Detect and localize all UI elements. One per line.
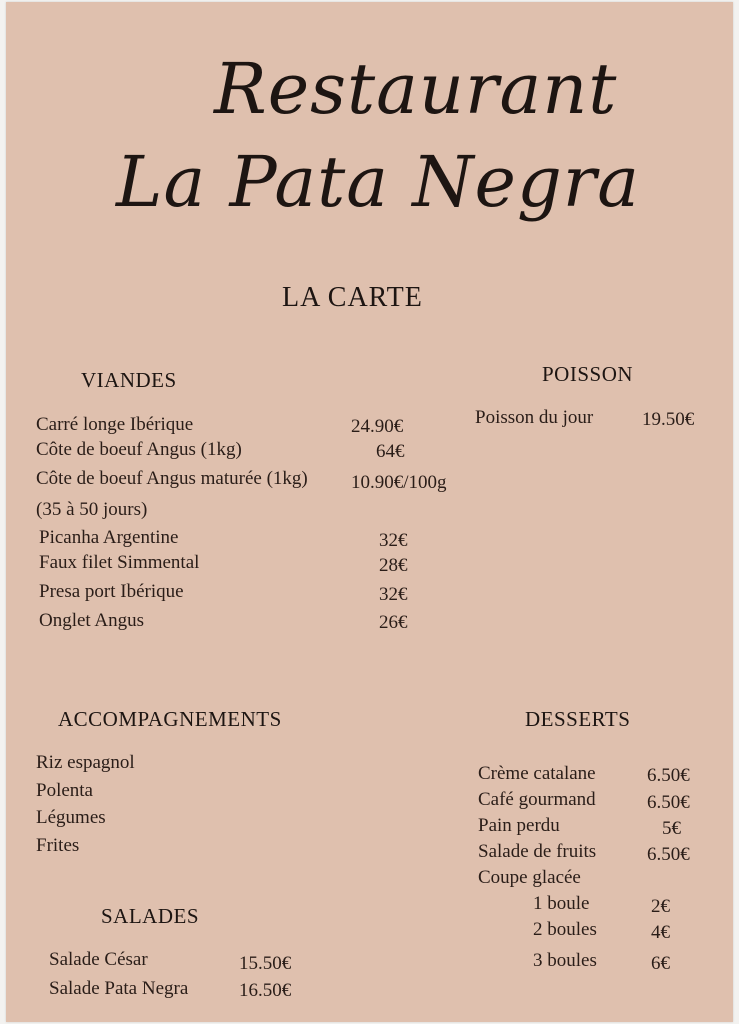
accompagnement-item: Légumes bbox=[36, 807, 106, 828]
viandes-item-name: Carré longe Ibérique bbox=[36, 414, 194, 435]
viandes-item-name: Presa port Ibérique bbox=[39, 581, 184, 602]
dessert-item-name: Coupe glacée bbox=[478, 867, 581, 888]
dessert-item-price: 6.50€ bbox=[647, 844, 690, 865]
dessert-item-price: 5€ bbox=[662, 818, 681, 839]
salades-heading: SALADES bbox=[101, 904, 200, 928]
poisson-item-name: Poisson du jour bbox=[475, 407, 594, 428]
dessert-item-name: Café gourmand bbox=[478, 789, 596, 810]
viandes-item-price: 24.90€ bbox=[351, 416, 404, 437]
poisson-heading: POISSON bbox=[542, 362, 634, 386]
salade-item-price: 16.50€ bbox=[239, 980, 292, 1001]
accompagnement-item: Frites bbox=[36, 835, 80, 856]
salade-item-name: Salade César bbox=[49, 949, 148, 970]
salade-item-price: 15.50€ bbox=[239, 953, 292, 974]
dessert-subitem-name: 1 boule bbox=[533, 893, 590, 914]
viandes-heading: VIANDES bbox=[81, 368, 177, 392]
viandes-item-note: (35 à 50 jours) bbox=[36, 499, 148, 520]
restaurant-title-line1: Restaurant bbox=[214, 48, 618, 130]
poisson-item-price: 19.50€ bbox=[642, 409, 695, 430]
viandes-item-name: Côte de boeuf Angus (1kg) bbox=[36, 439, 242, 460]
dessert-item-price: 6.50€ bbox=[647, 792, 690, 813]
viandes-item-price: 26€ bbox=[379, 612, 408, 633]
menu-subtitle: LA CARTE bbox=[282, 282, 423, 313]
dessert-item-price: 6€ bbox=[651, 953, 670, 974]
viandes-item-name: Côte de boeuf Angus maturée (1kg) bbox=[36, 468, 308, 489]
dessert-item-name: Crème catalane bbox=[478, 763, 596, 784]
viandes-item-price: 28€ bbox=[379, 555, 408, 576]
dessert-item-price: 4€ bbox=[651, 922, 670, 943]
restaurant-title-line2: La Pata Negra bbox=[116, 141, 640, 223]
viandes-item-price: 32€ bbox=[379, 530, 408, 551]
menu-page bbox=[6, 2, 733, 1022]
accompagnement-item: Riz espagnol bbox=[36, 752, 135, 773]
dessert-item-name: Pain perdu bbox=[478, 815, 560, 836]
accompagnement-item: Polenta bbox=[36, 780, 93, 801]
dessert-item-name: Salade de fruits bbox=[478, 841, 597, 862]
salade-item-name: Salade Pata Negra bbox=[49, 978, 189, 999]
dessert-subitem-name: 3 boules bbox=[533, 950, 597, 971]
accompagnements-heading: ACCOMPAGNEMENTS bbox=[58, 707, 282, 731]
viandes-item-name: Picanha Argentine bbox=[39, 527, 179, 548]
dessert-item-price: 6.50€ bbox=[647, 765, 690, 786]
desserts-heading: DESSERTS bbox=[525, 707, 631, 731]
viandes-item-price: 32€ bbox=[379, 584, 408, 605]
viandes-item-price: 64€ bbox=[376, 441, 405, 462]
viandes-item-name: Onglet Angus bbox=[39, 610, 145, 631]
viandes-item-name: Faux filet Simmental bbox=[39, 552, 200, 573]
dessert-item-price: 2€ bbox=[651, 896, 670, 917]
dessert-subitem-name: 2 boules bbox=[533, 919, 597, 940]
viandes-item-price: 10.90€/100g bbox=[351, 472, 447, 493]
